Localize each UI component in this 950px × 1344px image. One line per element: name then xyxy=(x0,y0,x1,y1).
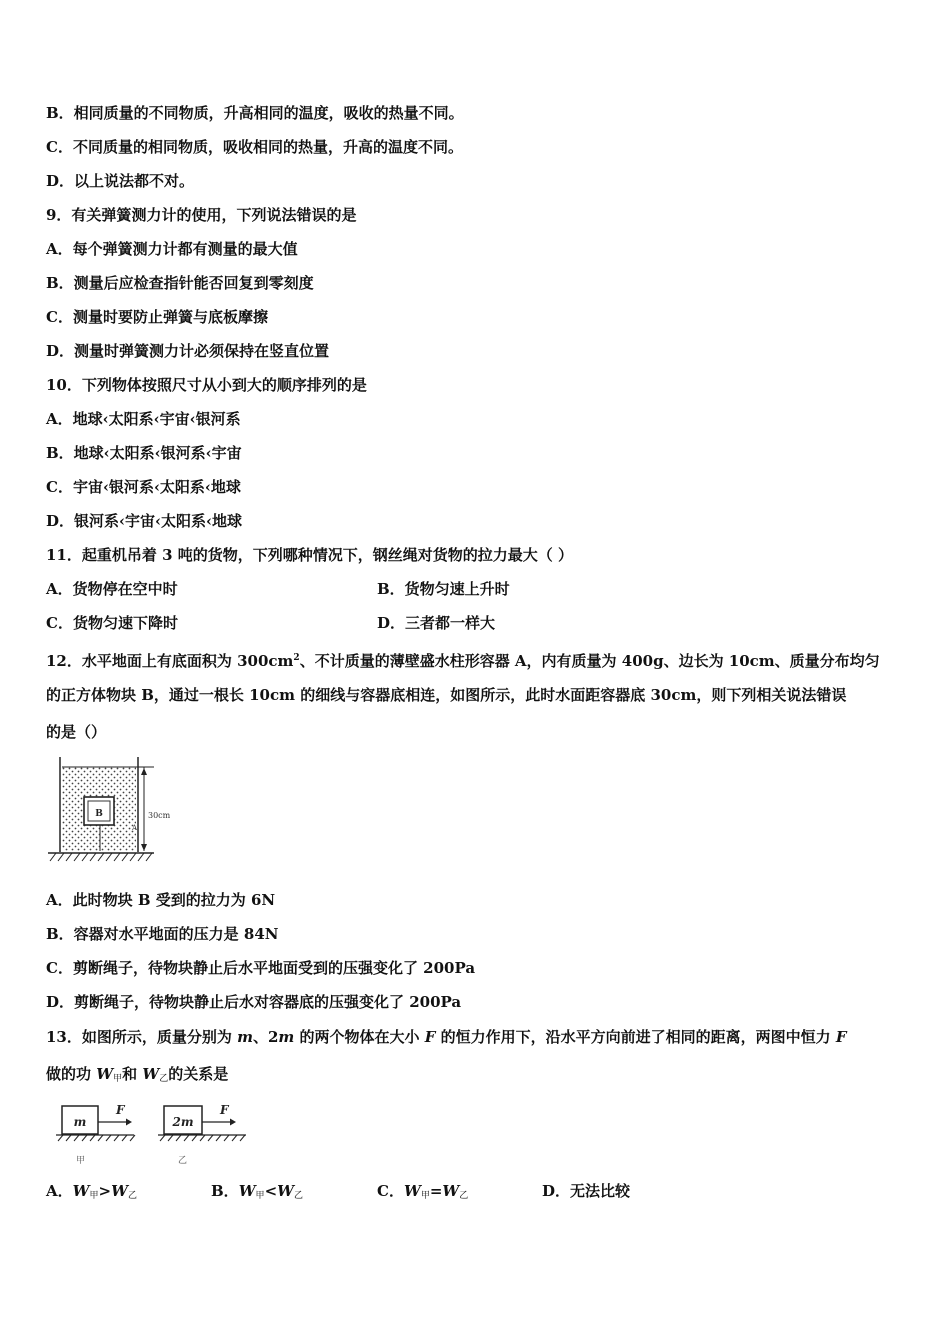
q10-option-b: B．地球‹太阳系‹银河系‹宇宙 xyxy=(46,444,242,462)
block-2m-label: 2m xyxy=(172,1115,194,1129)
caption-yi: 乙 xyxy=(178,1156,188,1166)
q9-stem: 9．有关弹簧测力计的使用，下列说法错误的是 xyxy=(46,206,357,224)
q8-option-c: C．不同质量的相同物质，吸收相同的热量，升高的温度不同。 xyxy=(46,138,463,156)
q12-option-a: A．此时物块 B 受到的拉力为 6N xyxy=(46,891,276,909)
caption-jia: 甲 xyxy=(76,1156,86,1166)
q11-stem: 11．起重机吊着 3 吨的货物，下列哪种情况下，钢丝绳对货物的拉力最大（ ） xyxy=(46,546,573,564)
q12-stem-line-3: 的是（） xyxy=(46,723,107,741)
q12-option-b: B．容器对水平地面的压力是 84N xyxy=(46,925,279,943)
q9-option-a: A．每个弹簧测力计都有测量的最大值 xyxy=(46,240,298,258)
q12-stem-line-1: 12．水平地面上有底面积为 $300cm^2$、不计质量的薄壁盛水柱形容器 A，内有质量为 400g、边长为 10cm、质量分布均匀 xyxy=(46,652,880,670)
q13-option-b: B．$W_甲<W_乙$ xyxy=(211,1182,304,1201)
force-label-left: F xyxy=(116,1103,125,1117)
block-b-label: B xyxy=(95,809,103,819)
q9-option-b: B．测量后应检查指针能否回复到零刻度 xyxy=(46,274,314,292)
force-label-right: F xyxy=(220,1103,229,1117)
q8-option-d: D．以上说法都不对。 xyxy=(46,172,195,190)
q12-option-c: C．剪断绳子，待物块静止后水平地面受到的压强变化了 200Pa xyxy=(46,959,476,977)
container-a-label: A xyxy=(132,824,138,832)
ground-hatching xyxy=(50,853,152,861)
q13-option-c: C．$W_甲=W_乙$ xyxy=(377,1182,469,1201)
q9-option-d: D．测量时弹簧测力计必须保持在竖直位置 xyxy=(46,342,330,360)
q11-option-d: D．三者都一样大 xyxy=(377,614,496,632)
q10-option-d: D．银河系‹宇宙‹太阳系‹地球 xyxy=(46,512,243,530)
q13-figure xyxy=(50,1098,255,1170)
q10-option-c: C．宇宙‹银河系‹太阳系‹地球 xyxy=(46,478,241,496)
q13-stem-line-2: 做的功 $W_甲$和 $W_乙$的关系是 xyxy=(46,1065,229,1084)
q11-option-a: A．货物停在空中时 xyxy=(46,580,178,598)
q10-option-a: A．地球‹太阳系‹宇宙‹银河系 xyxy=(46,410,241,428)
q10-stem: 10．下列物体按照尺寸从小到大的顺序排列的是 xyxy=(46,376,367,394)
q13-stem-line-1: 13．如图所示，质量分别为 m、2m 的两个物体在大小 F 的恒力作用下，沿水平方向前进了相同的距离，两图中恒力 F xyxy=(46,1028,847,1046)
q12-stem-line-2: 的正方体物块 B，通过一根长 10cm 的细线与容器底相连，如图所示，此时水面距容器底 30cm，则下列相关说法错误 xyxy=(46,686,847,704)
q8-option-b: B．相同质量的不同物质，升高相同的温度，吸收的热量不同。 xyxy=(46,104,464,122)
q13-option-d: D．无法比较 xyxy=(542,1182,631,1200)
block-m-label: m xyxy=(73,1115,87,1129)
q13-option-a: A．$W_甲>W_乙$ xyxy=(46,1182,137,1201)
q9-option-c: C．测量时要防止弹簧与底板摩擦 xyxy=(46,308,268,326)
q12-option-d: D．剪断绳子，待物块静止后水对容器底的压强变化了 200Pa xyxy=(46,993,462,1011)
height-label: 30cm xyxy=(148,811,171,820)
q11-option-b: B．货物匀速上升时 xyxy=(377,580,510,598)
q12-figure-container xyxy=(44,755,184,870)
q11-option-c: C．货物匀速下降时 xyxy=(46,614,178,632)
